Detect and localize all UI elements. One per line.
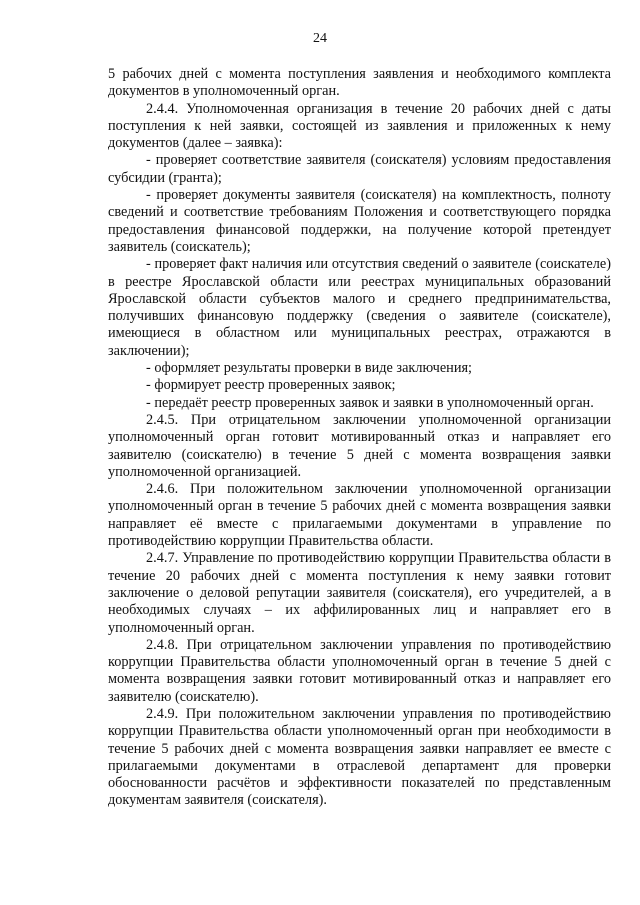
list-item-form-registry: - формирует реестр проверенных заявок; bbox=[146, 377, 396, 394]
paragraph-continuation: 5 рабочих дней с момента поступления заявления и необходимого комплекта документов в уполномоченный орган. bbox=[108, 66, 611, 100]
paragraph-2-4-8: 2.4.8. При отрицательном заключении управления по противодействию коррупции Правительства области уполномоченный орган в течение 5 дней с момента возвращения заявки готовит мотивированный отказ и направляет его заявителю (соискателю). bbox=[108, 636, 611, 705]
page-number: 24 bbox=[313, 31, 327, 46]
paragraph-2-4-4: 2.4.4. Уполномоченная организация в течение 20 рабочих дней с даты поступления к ней заявки, состоящей из заявления и приложенных к нему документов (далее – заявка): bbox=[108, 100, 611, 152]
paragraph-2-4-7: 2.4.7. Управление по противодействию коррупции Правительства области в течение 20 рабочих дней с момента поступления к нему заявки готовит заключение о деловой репутации заявителя (соискателя), его учредителей, а в необходимых случаях – их аффилированных лиц и направляет его в уполномоченный орган. bbox=[108, 550, 611, 636]
list-item-transfer-registry: - передаёт реестр проверенных заявок и заявки в уполномоченный орган. bbox=[146, 394, 594, 411]
paragraph-2-4-6: 2.4.6. При положительном заключении уполномоченной организации уполномоченный орган в течение 5 рабочих дней с момента возвращения заявки направляет её вместе с прилагаемыми документами в управление по противодействию коррупции Правительства области. bbox=[108, 481, 611, 550]
list-item-draft-conclusion: - оформляет результаты проверки в виде заключения; bbox=[146, 360, 473, 377]
paragraph-2-4-9: 2.4.9. При положительном заключении управления по противодействию коррупции Правительства области уполномоченный орган при необходимости в течение 5 рабочих дней с момента возвращения заявки направляет ее вместе с прилагаемыми документами в отраслевой департамент для проверки обоснованности расчётов и эффективности показателей по представленным документам заявителя (соискателя). bbox=[108, 705, 611, 809]
list-item-check-eligibility: - проверяет соответствие заявителя (соискателя) условиям предоставления субсидии (гранта); bbox=[108, 152, 611, 186]
list-item-check-documents: - проверяет документы заявителя (соискателя) на комплектность, полноту сведений и соответствие требованиям Положения и соответствующего порядка предоставления финансовой поддержки, на получение которой претендует заявитель (соискатель); bbox=[108, 187, 611, 255]
document-body bbox=[108, 66, 611, 810]
list-item-check-registry: - проверяет факт наличия или отсутствия сведений о заявителе (соискателе) в реестре Ярославской области или реестрах муниципальных образований Ярославской области субъектов малого и среднего предпринимательства, получивших финансовую поддержку (сведения о заявителе (соискателе), имеющиеся в областном или муниципальных реестрах, отражаются в заключении); bbox=[108, 256, 611, 359]
paragraph-2-4-5: 2.4.5. При отрицательном заключении уполномоченной организации уполномоченный орган готовит мотивированный отказ и направляет его заявителю (соискателю) в течение 5 дней с момента возвращения заявки уполномоченной организацией. bbox=[108, 411, 611, 480]
